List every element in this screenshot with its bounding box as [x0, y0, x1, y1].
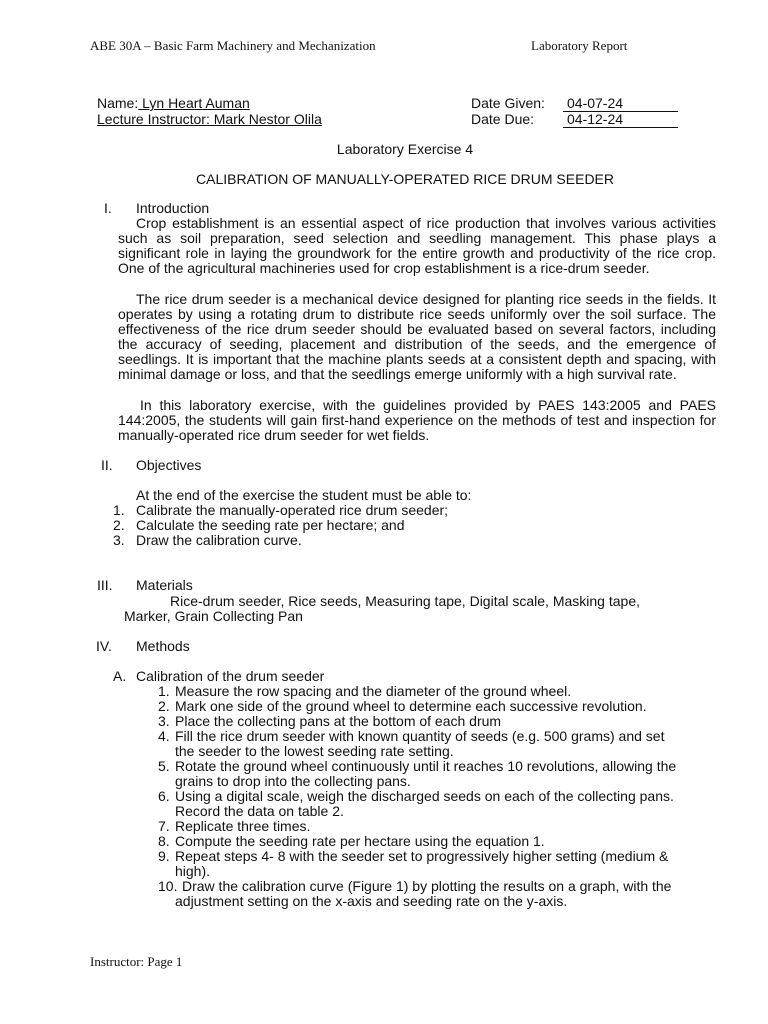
date-due-value: 04-12-24	[563, 111, 678, 128]
section-heading: Objectives	[136, 457, 202, 473]
section-numeral: IV.	[96, 638, 112, 654]
report-type-header: Laboratory Report	[531, 38, 628, 53]
list-text: Calibrate the manually-operated rice drum seeder;	[136, 502, 449, 518]
list-text: high).	[175, 863, 211, 879]
list-text: Mark one side of the ground wheel to determine each successive revolution.	[175, 698, 647, 714]
course-header: ABE 30A – Basic Farm Machinery and Mechanization	[90, 38, 376, 53]
list-number: 1.	[113, 502, 125, 518]
list-text: grains to drop into the collecting pans.	[175, 773, 411, 789]
date-given-row	[471, 95, 545, 111]
main-title: CALIBRATION OF MANUALLY-OPERATED RICE DRUM SEEDER	[196, 171, 614, 187]
list-number: 7.	[158, 818, 170, 834]
instructor-row	[97, 111, 322, 127]
section-heading: Introduction	[136, 200, 210, 216]
list-text: Calculate the seeding rate per hectare; and	[136, 517, 405, 533]
intro-paragraph: The rice drum seeder is a mechanical device designed for planting rice seeds in the fields. It operates by using a rotating drum to distribute rice seeds uniformly over the soil surface. The effectiveness of the rice drum seeder should be evaluated based on several factors, including the accuracy of seeding, placement and distribution of the seeds, and the emergence of seedlings. It is important that the machine plants seeds at a consistent depth and spacing, with minimal damage or loss, and that the seedlings emerge uniformly with a high survival rate.	[118, 291, 716, 383]
list-text: Repeat steps 4- 8 with the seeder set to progressively higher setting (medium &	[175, 848, 669, 864]
list-text: Draw the calibration curve.	[136, 532, 302, 548]
section-numeral: III.	[97, 577, 113, 593]
list-text: Replicate three times.	[175, 818, 311, 834]
list-text: Measure the row spacing and the diameter of the ground wheel.	[175, 683, 572, 699]
list-text: adjustment setting on the x-axis and seeding rate on the y-axis.	[175, 893, 568, 909]
section-heading: Materials	[136, 577, 193, 593]
list-text: Fill the rice drum seeder with known quantity of seeds (e.g. 500 grams) and set	[175, 728, 665, 744]
list-number: 2.	[113, 517, 125, 533]
intro-paragraph: In this laboratory exercise, with the guidelines provided by PAES 143:2005 and PAES 144:2005, the students will gain first-hand experience on the methods of test and inspection for manually-operated rice drum seeder for wet fields.	[118, 397, 716, 444]
page-footer: Instructor: Page 1	[90, 954, 183, 969]
list-text: Compute the seeding rate per hectare using the equation 1.	[175, 833, 545, 849]
date-due-field	[563, 111, 678, 128]
date-due-row	[471, 111, 534, 127]
section-numeral: II.	[101, 457, 113, 473]
date-given-value: 04-07-24	[563, 95, 678, 112]
objectives-lead: At the end of the exercise the student must be able to:	[136, 487, 472, 503]
list-text: Place the collecting pans at the bottom of each drum	[175, 713, 502, 729]
section-heading: Methods	[136, 638, 190, 654]
list-number: 9.	[158, 848, 170, 864]
list-text: Rotate the ground wheel continuously until it reaches 10 revolutions, allowing the	[175, 758, 677, 774]
materials-line: Rice-drum seeder, Rice seeds, Measuring tape, Digital scale, Masking tape,	[170, 593, 640, 609]
date-given-field	[563, 95, 678, 112]
list-number: 4.	[158, 728, 170, 744]
materials-line: Marker, Grain Collecting Pan	[124, 608, 303, 624]
list-text: the seeder to the lowest seeding rate setting.	[175, 743, 454, 759]
list-number: 8.	[158, 833, 170, 849]
list-number: 2.	[158, 698, 170, 714]
list-number: 1.	[158, 683, 170, 699]
list-number: 3.	[158, 713, 170, 729]
name-label: Name:	[97, 95, 139, 111]
exercise-title: Laboratory Exercise 4	[336, 141, 474, 157]
subsection-heading: Calibration of the drum seeder	[136, 668, 325, 684]
list-number: 3.	[113, 532, 125, 548]
intro-paragraph: Crop establishment is an essential aspect of rice production that involves various activities such as soil preparation, seed selection and seedling management. This phase plays a significant role in laying the groundwork for the entire growth and productivity of the rice crop. One of the agricultural machineries used for crop establishment is a rice-drum seeder.	[118, 215, 716, 277]
subsection-letter: A.	[113, 668, 127, 684]
instructor-label: Lecture Instructor:	[97, 111, 210, 127]
list-number: 10.	[158, 878, 178, 894]
section-numeral: I.	[104, 200, 112, 216]
list-number: 5.	[158, 758, 170, 774]
student-name: Lyn Heart Auman	[138, 95, 250, 111]
date-given-label: Date Given:	[471, 95, 545, 111]
list-text: Draw the calibration curve (Figure 1) by plotting the results on a graph, with the	[182, 878, 672, 894]
list-text: Using a digital scale, weigh the discharged seeds on each of the collecting pans.	[175, 788, 674, 804]
list-text: Record the data on table 2.	[175, 803, 344, 819]
list-number: 6.	[158, 788, 170, 804]
date-due-label: Date Due:	[471, 111, 535, 127]
instructor-name: Mark Nestor Olila	[209, 111, 322, 127]
name-row	[97, 95, 250, 111]
